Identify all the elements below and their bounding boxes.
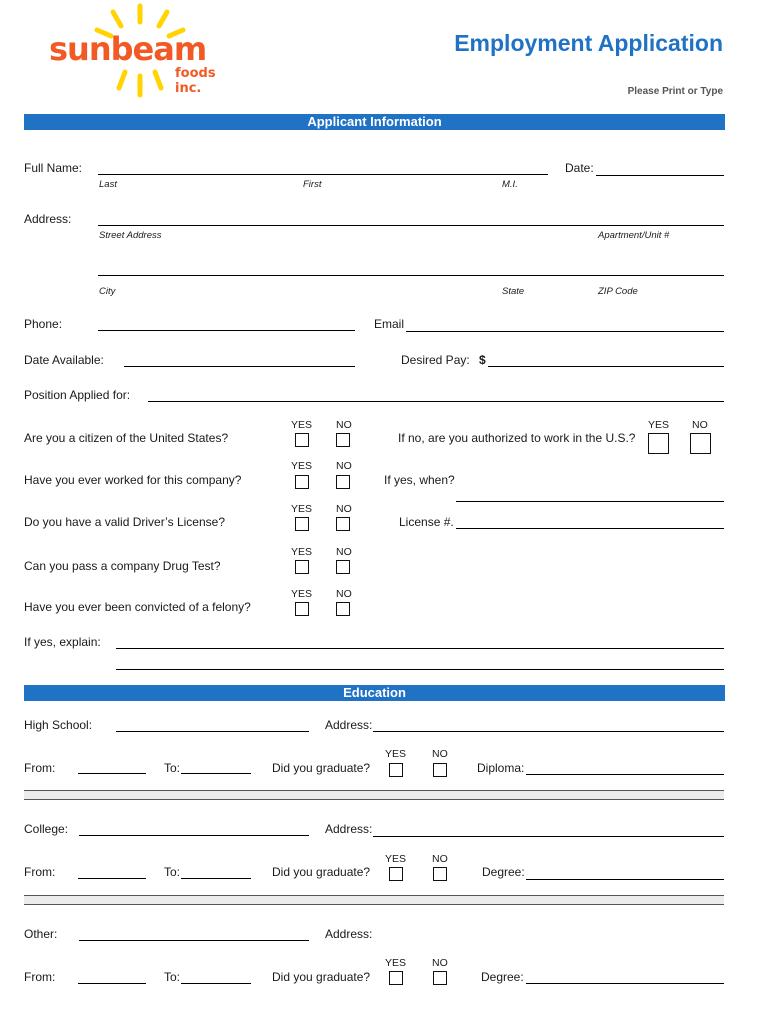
other-no-label: NO [432,957,448,969]
print-hint: Please Print or Type [627,86,723,97]
city-caption: City [99,286,116,297]
drug-test-question: Can you pass a company Drug Test? [24,559,221,573]
logo-subtext: foods inc. [175,66,216,96]
college-no-checkbox[interactable] [433,867,447,881]
high-school-field[interactable] [116,731,309,732]
other-to-label: To: [164,970,181,984]
felony-no-label: NO [336,588,352,600]
drug-test-no-checkbox[interactable] [336,560,350,574]
college-to-label: To: [164,865,181,879]
other-label: Other: [24,927,58,941]
worked-question: Have you ever worked for this company? [24,473,242,487]
explain-field-2[interactable] [116,669,724,670]
other-yes-label: YES [385,957,407,969]
date-field[interactable] [596,175,724,176]
worked-no-label: NO [336,460,352,472]
high-school-label: High School: [24,718,93,732]
other-degree-label: Degree: [481,970,524,984]
college-yes-checkbox[interactable] [389,867,403,881]
middle-initial-caption: M.I. [502,179,518,190]
other-field[interactable] [79,940,309,941]
license-yes-label: YES [291,503,313,515]
worked-yes-checkbox[interactable] [295,475,309,489]
divider-high-school [24,790,724,800]
college-address-field[interactable] [373,836,724,837]
citizen-question: Are you a citizen of the United States? [24,431,229,445]
worked-yes-label: YES [291,460,313,472]
authorized-no-checkbox[interactable] [690,433,711,454]
citizen-no-label: NO [336,419,352,431]
state-caption: State [502,286,525,297]
zip-caption: ZIP Code [598,286,638,297]
other-to-field[interactable] [181,983,251,984]
other-from-label: From: [24,970,56,984]
worked-when-label: If yes, when? [384,473,455,487]
felony-yes-checkbox[interactable] [295,602,309,616]
college-label: College: [24,822,69,836]
other-from-field[interactable] [78,983,146,984]
email-field[interactable] [406,331,724,332]
college-yes-label: YES [385,853,407,865]
desired-pay-field[interactable] [488,366,724,367]
high-school-no-checkbox[interactable] [433,763,447,777]
worked-when-field[interactable] [456,501,724,502]
college-to-field[interactable] [181,878,251,879]
authorized-yes-checkbox[interactable] [648,433,669,454]
high-school-yes-checkbox[interactable] [389,763,403,777]
high-school-from-field[interactable] [78,773,146,774]
college-graduate-question: Did you graduate? [272,865,371,879]
explain-label: If yes, explain: [24,635,101,649]
high-school-yes-label: YES [385,748,407,760]
felony-yes-label: YES [291,588,313,600]
company-logo [45,0,245,100]
date-label: Date: [565,161,594,175]
felony-question: Have you ever been convicted of a felony? [24,600,251,614]
drug-test-yes-label: YES [291,546,313,558]
citizen-yes-label: YES [291,419,313,431]
city-state-zip-field[interactable] [98,275,724,276]
other-address-label: Address: [325,927,373,941]
date-available-label: Date Available: [24,353,104,367]
license-number-label: License #. [399,515,454,529]
phone-field[interactable] [98,330,355,331]
first-name-caption: First [303,179,322,190]
high-school-from-label: From: [24,761,56,775]
address-label: Address: [24,212,72,226]
felony-no-checkbox[interactable] [336,602,350,616]
phone-label: Phone: [24,317,63,331]
explain-field-1[interactable] [116,648,724,649]
high-school-to-label: To: [164,761,181,775]
license-yes-checkbox[interactable] [295,517,309,531]
other-yes-checkbox[interactable] [389,971,403,985]
license-number-field[interactable] [456,528,724,529]
section-header-applicant: Applicant Information [24,114,725,130]
section-header-education: Education [24,685,725,701]
college-from-label: From: [24,865,56,879]
license-no-label: NO [336,503,352,515]
authorized-yes-label: YES [648,419,670,431]
authorized-no-label: NO [692,419,708,431]
college-field[interactable] [79,835,309,836]
high-school-address-label: Address: [325,718,373,732]
other-graduate-question: Did you graduate? [272,970,371,984]
desired-pay-label: Desired Pay: [401,353,470,367]
street-address-caption: Street Address [99,230,162,241]
license-no-checkbox[interactable] [336,517,350,531]
high-school-address-field[interactable] [373,731,724,732]
full-name-label: Full Name: [24,161,83,175]
apartment-caption: Apartment/Unit # [598,230,670,241]
position-label: Position Applied for: [24,388,131,402]
logo-word: sunbeam [49,30,207,68]
drug-test-yes-checkbox[interactable] [295,560,309,574]
college-no-label: NO [432,853,448,865]
high-school-no-label: NO [432,748,448,760]
college-degree-label: Degree: [482,865,525,879]
high-school-to-field[interactable] [181,773,251,774]
college-degree-field[interactable] [526,879,724,880]
citizen-yes-checkbox[interactable] [295,433,309,447]
other-no-checkbox[interactable] [433,971,447,985]
college-address-label: Address: [325,822,373,836]
diploma-field[interactable] [526,774,724,775]
citizen-no-checkbox[interactable] [336,433,350,447]
high-school-graduate-question: Did you graduate? [272,761,371,775]
worked-no-checkbox[interactable] [336,475,350,489]
college-from-field[interactable] [78,878,146,879]
last-name-caption: Last [99,179,117,190]
diploma-label: Diploma: [477,761,525,775]
full-name-field[interactable] [98,174,548,175]
divider-college [24,895,724,905]
page-title: Employment Application [454,30,723,56]
license-question: Do you have a valid Driver’s License? [24,515,225,529]
date-available-field[interactable] [124,366,355,367]
street-address-field[interactable] [98,225,724,226]
authorized-question: If no, are you authorized to work in the U.S.? [398,431,636,445]
email-label: Email [374,317,405,331]
other-degree-field[interactable] [526,983,724,984]
drug-test-no-label: NO [336,546,352,558]
position-field[interactable] [148,401,724,402]
dollar-sign: $ [479,353,486,367]
